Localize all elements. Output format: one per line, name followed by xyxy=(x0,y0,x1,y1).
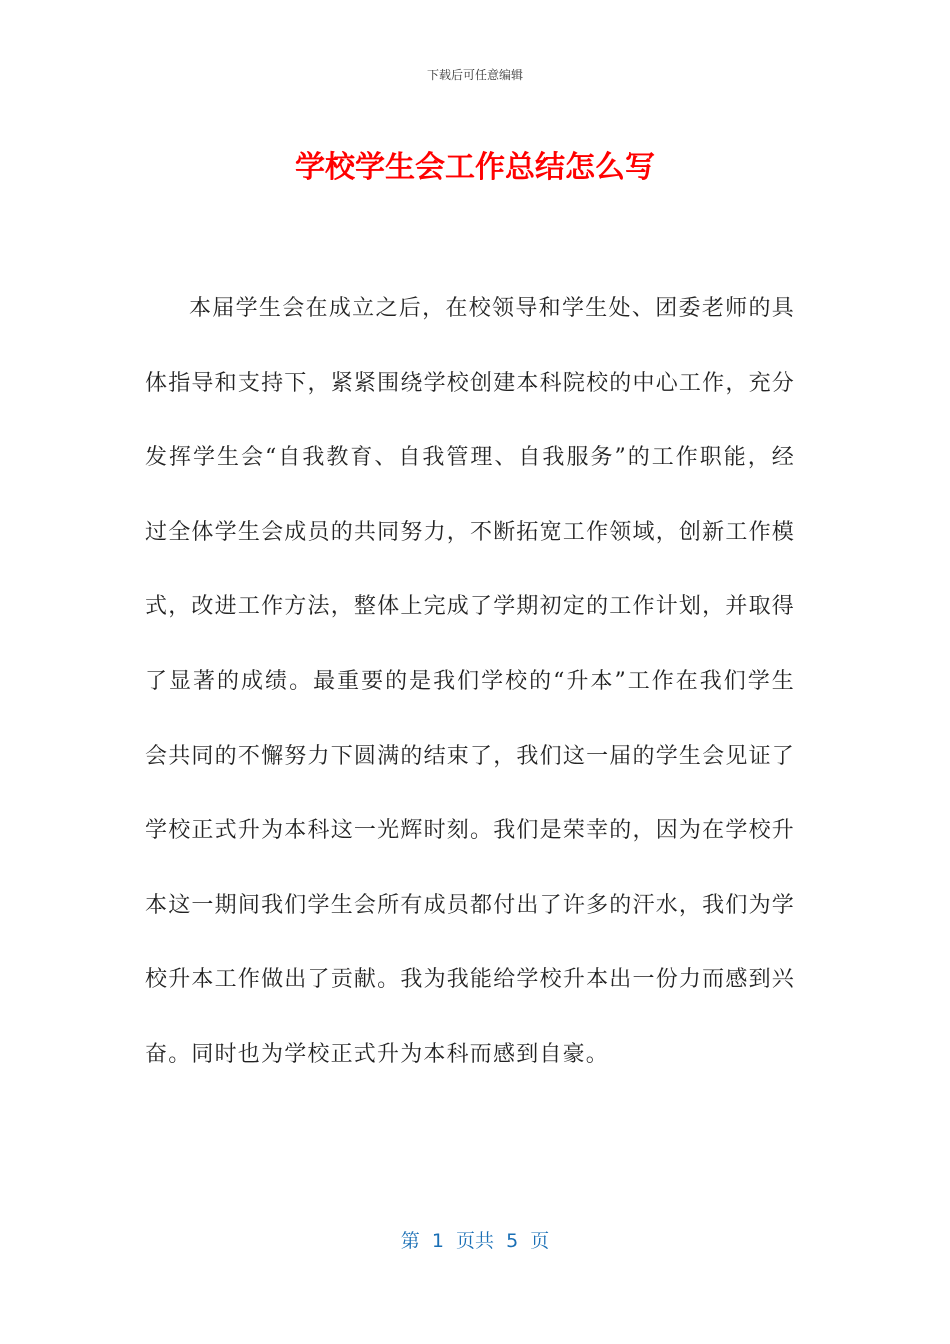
document-title: 学校学生会工作总结怎么写 xyxy=(295,150,655,185)
header-note: 下载后可任意编辑 xyxy=(426,68,523,82)
page-number-footer: 第 1 页共 5 页 xyxy=(400,1230,550,1252)
body-paragraph: 本届学生会在成立之后，在校领导和学生处、团委老师的具体指导和支持下，紧紧围绕学校创建本科院校的中心工作，充分发挥学生会“自我教育、自我管理、自我服务”的工作职能，经过全体学生会成员的共同努力，不断拓宽工作领域，创新工作模式，改进工作方法，整体上完成了学期初定的工作计划，并取得了显著的成绩。最重要的是我们学校的“升本”工作在我们学生会共同的不懈努力下圆满的结束了，我们这一届的学生会见证了学校正式升为本科这一光辉时刻。我们是荣幸的，因为在学校升本这一期间我们学生会所有成员都付出了许多的汗水，我们为学校升本工作做出了贡献。我为我能给学校升本出一份力而感到兴奋。同时也为学校正式升为本科而感到自豪。 xyxy=(145,296,795,1067)
